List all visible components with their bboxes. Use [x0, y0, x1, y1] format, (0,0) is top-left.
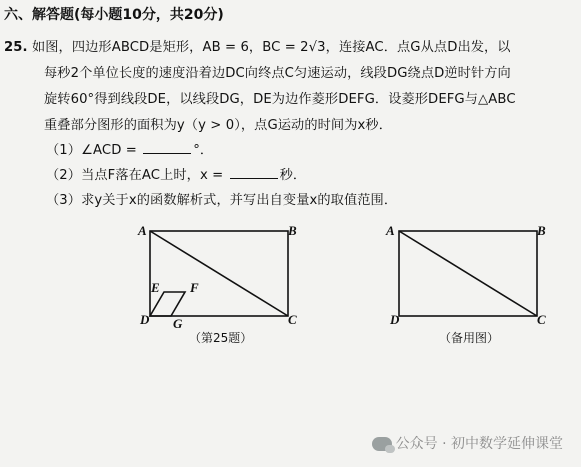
spare-label-a: A	[386, 223, 395, 238]
label-c: C	[288, 312, 297, 327]
spare-diagonal-ac	[399, 231, 537, 316]
part-1-before: ∠ACD =	[81, 143, 142, 158]
spare-label-c: C	[537, 312, 546, 327]
watermark-text: 公众号 · 初中数学延伸课堂	[395, 436, 563, 452]
figure-main-labels	[137, 223, 297, 331]
problem-line-2: 每秒2个单位长度的速度沿着边DC向终点C匀速运动，线段DG绕点D逆时针方向	[44, 66, 511, 81]
label-a: A	[138, 223, 147, 238]
label-g: G	[173, 316, 183, 331]
spare-label-d: D	[390, 312, 400, 327]
part-3-text: 求y关于x的函数解析式，并写出自变量x的取值范围．	[81, 193, 398, 208]
problem-text-1: 如图，四边形ABCD是矩形，AB = 6，BC = 2√3，连接AC．点G从点D出发，以	[31, 40, 511, 55]
problem-line-3: 旋转60°得到线段DE，以线段DG，DE为边作菱形DEFG．设菱形DEFG与△ABC	[44, 92, 516, 107]
part-2-after: 秒．	[279, 168, 307, 183]
part-3-label: （3）	[46, 193, 82, 208]
problem-line-4: 重叠部分图形的面积为y（y > 0），点G运动的时间为x秒．	[44, 118, 392, 133]
figure-spare	[399, 231, 537, 316]
part-1-after: °．	[193, 143, 214, 158]
section-title: 六、解答题(每小题10分，共20分)	[4, 7, 224, 23]
diagonal-ac	[150, 231, 288, 316]
wechat-icon	[372, 437, 392, 451]
figure-main	[150, 231, 288, 316]
label-e: E	[151, 280, 160, 295]
figure-main-caption: （第25题）	[189, 331, 253, 345]
spare-label-b: B	[537, 223, 546, 238]
figure-spare-labels	[385, 223, 546, 327]
watermark	[372, 433, 563, 453]
part-2-before: 当点F落在AC上时，x =	[81, 168, 228, 183]
figure-spare-caption: （备用图）	[439, 331, 500, 345]
label-f: F	[190, 280, 199, 295]
part-2-label: （2）	[46, 168, 82, 183]
rhombus-defg	[150, 292, 185, 316]
label-d: D	[140, 312, 150, 327]
label-b: B	[288, 223, 297, 238]
problem-number: 25.	[4, 40, 28, 55]
part-1-label: （1）	[46, 143, 82, 158]
